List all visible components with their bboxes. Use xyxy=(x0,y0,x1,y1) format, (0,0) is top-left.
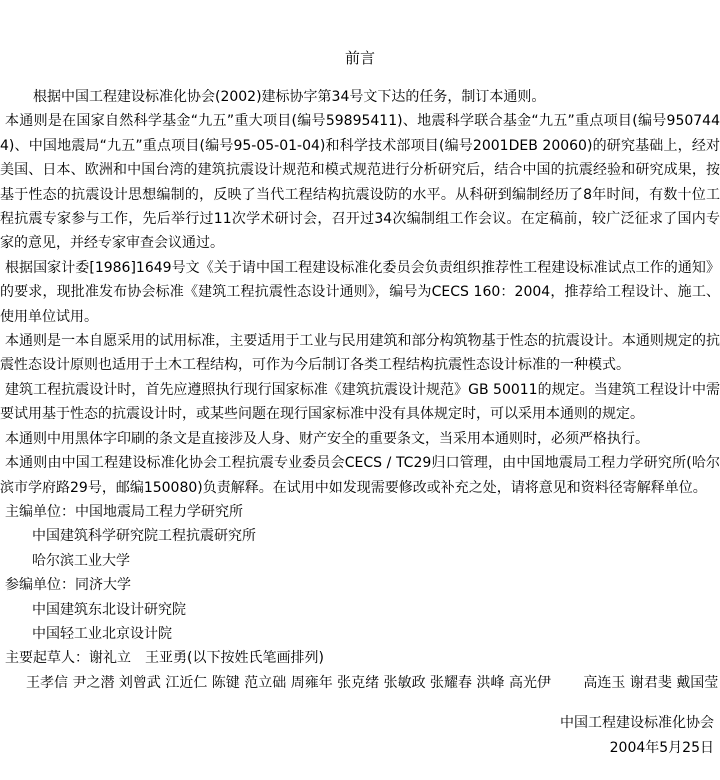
chief-editor-unit: 主编单位：中国地震局工程力学研究所 xyxy=(5,503,243,520)
document-body xyxy=(0,85,720,695)
footer-organization: 中国工程建设标准化协会 xyxy=(560,715,714,732)
footer-date: 2004年5月25日 xyxy=(609,740,714,757)
chief-editor-unit-2: 中国建筑科学研究院工程抗震研究所 xyxy=(32,528,256,545)
paragraph-task: 根据中国工程建设标准化协会(2002)建标协字第34号文下达的任务，制订本通则。 xyxy=(33,89,546,105)
paragraph-scope: 本通则是一本自愿采用的试用标准，主要适用于工业与民用建筑和部分构筑物基于性态的抗震设计。本通则规定的抗震性态设计原则也适用于土木工程结构，可作为今后制订各类工程结构抗震性态设计标准的一种模式。 xyxy=(0,333,720,374)
signature-block xyxy=(0,711,720,761)
paragraph-management-and-interpretation: 本通则由中国工程建设标准化协会工程抗震专业委员会CECS / TC29归口管理，由中国地震局工程力学研究所(哈尔滨市学府路29号，邮编150080)负责解释。在试用中如发现需要修改或补充之处，请将意见和资料径寄解释单位。 xyxy=(0,455,720,496)
participating-unit: 参编单位：同济大学 xyxy=(5,577,131,594)
paragraph-background: 本通则是在国家自然科学基金“九五”重大项目(编号59895411)、地震科学联合基金“九五”重点项目(编号9507444)、中国地震局“九五”重点项目(编号95-05-01-04)和科学技术部项目(编号2001DEB 20060)的研究基础上，经对美国、日本、欧洲和中国台湾的建筑抗震设计规范和模式规范进行分析研究后，结合中国的抗震经验和研究成果，按基于性态的抗震设计思想编制的，反映了当代工程结构抗震设防的水平。从科研到编制经历了8年时间，有数十位工程抗震专家参与工作，先后举行过11次学术研讨会，召开过34次编制组工作会议。在定稿前，较广泛征求了国内专家的意见，并经专家审查会议通过。 xyxy=(0,113,720,252)
page-title: 前言 xyxy=(344,49,375,67)
paragraph-approval: 根据国家计委[1986]1649号文《关于请中国工程建设标准化委员会负责组织推荐性工程建设标准试点工作的通知》的要求，现批准发布协会标准《建筑工程抗震性态设计通则》，编号为CECS 160：2004，推荐给工程设计、施工、使用单位试用。 xyxy=(0,259,720,325)
chief-drafters: 主要起草人：谢礼立 王亚勇(以下按姓氏笔画排列) xyxy=(5,650,324,667)
drafters-name-list: 王孝信 尹之潜 刘曾武 江近仁 陈键 范立础 周雍年 张克绪 张敏政 张耀春 洪峰 高光伊 高连玉 谢君斐 戴国莹 xyxy=(26,674,719,691)
chief-editor-unit-3: 哈尔滨工业大学 xyxy=(32,552,130,569)
participating-unit-3: 中国轻工业北京设计院 xyxy=(32,625,172,642)
participating-unit-2: 中国建筑东北设计研究院 xyxy=(32,601,186,618)
paragraph-bold-clauses-note: 本通则中用黑体字印刷的条文是直接涉及人身、财产安全的重要条文，当采用本通则时，必须严格执行。 xyxy=(5,430,649,447)
paragraph-relation-to-national-code: 建筑工程抗震设计时，首先应遵照执行现行国家标准《建筑抗震设计规范》GB 50011的规定。当建筑工程设计中需要试用基于性态的抗震设计时，或某些问题在现行国家标准中没有具体规定时，可以采用本通则的规定。 xyxy=(0,381,720,423)
